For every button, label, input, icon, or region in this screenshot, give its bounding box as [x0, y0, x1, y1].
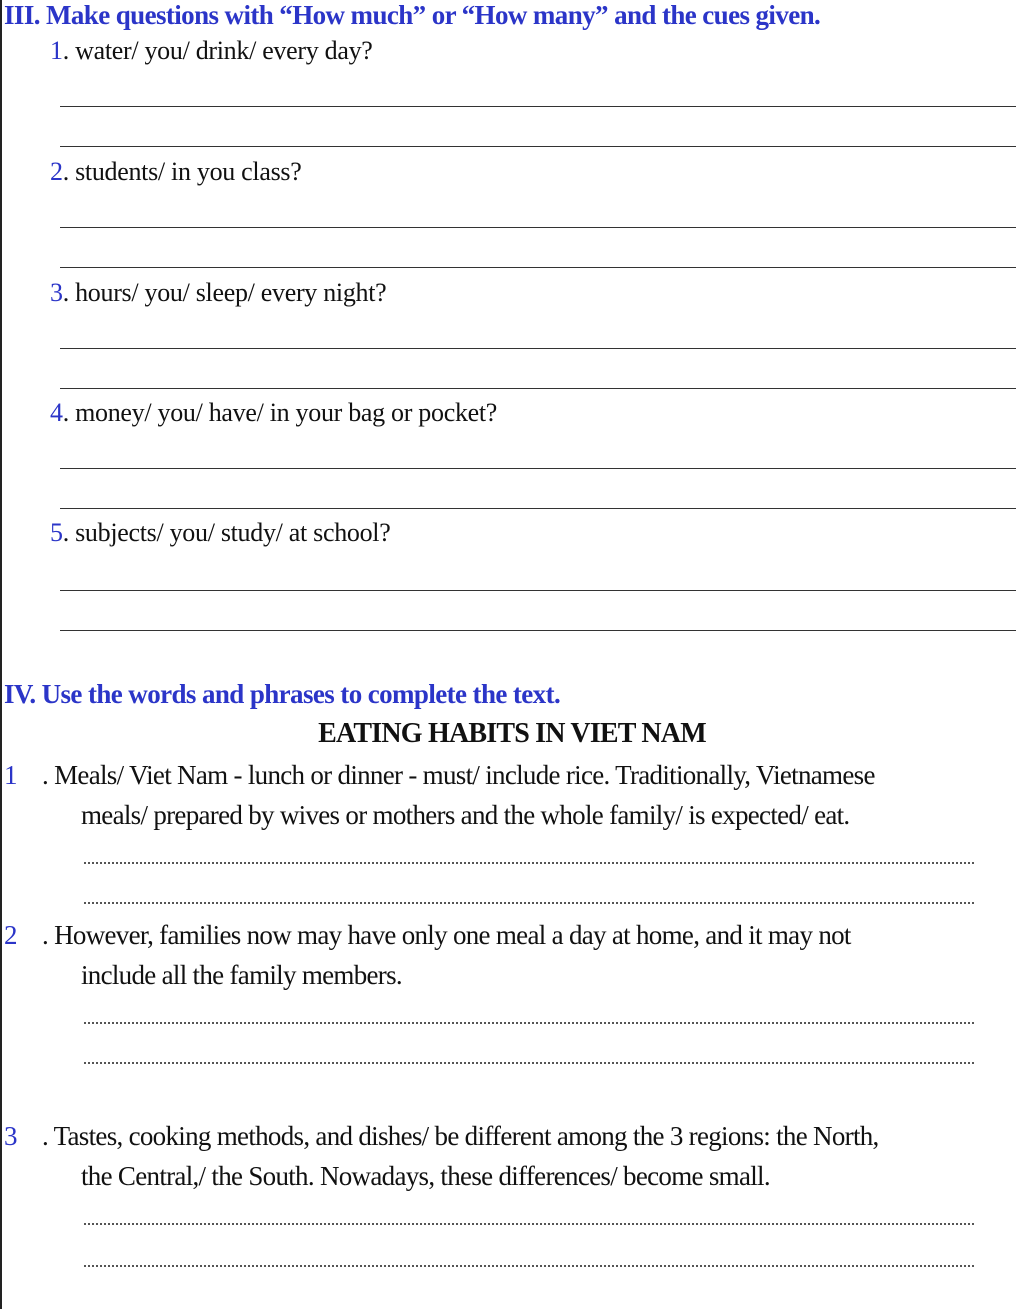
question-number: 2	[50, 157, 63, 186]
question-text: . water/ you/ drink/ every day?	[62, 36, 373, 65]
answer-line[interactable]	[60, 388, 1016, 389]
text-title: EATING HABITS IN VIET NAM	[318, 718, 706, 749]
sentence-number: 2	[4, 920, 18, 950]
answer-line[interactable]	[60, 468, 1016, 469]
question-2	[50, 157, 301, 187]
answer-dotted-line[interactable]	[84, 1062, 974, 1064]
sentence-3-line-2: the Central,/ the South. Nowadays, these differences/ become small.	[81, 1161, 770, 1191]
sentence-1-line-2: meals/ prepared by wives or mothers and the whole family/ is expected/ eat.	[81, 800, 850, 830]
answer-line[interactable]	[60, 146, 1016, 147]
answer-dotted-line[interactable]	[84, 1022, 974, 1024]
answer-line[interactable]	[60, 267, 1016, 268]
question-text: . hours/ you/ sleep/ every night?	[62, 278, 387, 307]
question-number: 4	[50, 398, 63, 427]
sentence-2-line-2: include all the family members.	[81, 960, 402, 990]
answer-line[interactable]	[60, 348, 1016, 349]
answer-dotted-line[interactable]	[84, 862, 974, 864]
question-5	[50, 518, 390, 548]
question-text: . students/ in you class?	[62, 157, 302, 186]
question-number: 1	[50, 36, 63, 65]
question-text: . money/ you/ have/ in your bag or pocket?	[62, 398, 498, 427]
answer-line[interactable]	[60, 590, 1016, 591]
sentence-3-line-1: . Tastes, cooking methods, and dishes/ be different among the 3 regions: the North,	[42, 1121, 879, 1151]
answer-dotted-line[interactable]	[84, 1265, 974, 1267]
answer-dotted-line[interactable]	[84, 902, 974, 904]
sentence-number: 1	[4, 760, 18, 790]
sentence-number: 3	[4, 1121, 18, 1151]
question-3	[50, 278, 386, 308]
answer-line[interactable]	[60, 106, 1016, 107]
question-number: 3	[50, 278, 63, 307]
question-number: 5	[50, 518, 63, 547]
sentence-2-line-1: . However, families now may have only one meal a day at home, and it may not	[42, 920, 851, 950]
question-text: . subjects/ you/ study/ at school?	[62, 518, 391, 547]
page-left-border	[0, 0, 2, 1309]
answer-line[interactable]	[60, 508, 1016, 509]
sentence-1-line-1: . Meals/ Viet Nam - lunch or dinner - must/ include rice. Traditionally, Vietnamese	[42, 760, 875, 790]
answer-line[interactable]	[60, 227, 1016, 228]
question-1	[50, 36, 373, 66]
section-4-heading: IV. Use the words and phrases to complete the text.	[4, 679, 561, 709]
question-4	[50, 398, 497, 428]
answer-line[interactable]	[60, 630, 1016, 631]
section-3-heading: III. Make questions with “How much” or “How many” and the cues given.	[4, 0, 821, 30]
answer-dotted-line[interactable]	[84, 1223, 974, 1225]
